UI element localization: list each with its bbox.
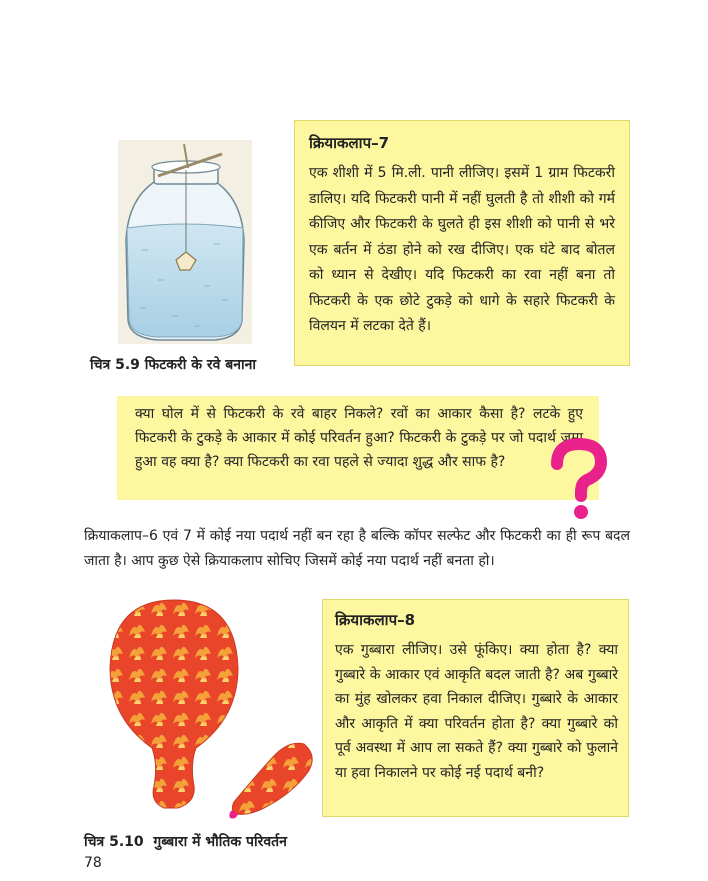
activity-7-title: क्रियाकलाप–7 <box>309 134 390 152</box>
page-number: 78 <box>84 855 102 871</box>
figure-caption-5-10: चित्र 5.10 गुब्बारा में भौतिक परिवर्तन <box>84 834 287 850</box>
question-box <box>117 396 599 500</box>
activity-7-body: एक शीशी में 5 मि.ली. पानी लीजिए। इसमें 1 ग्राम फिटकरी डालिए। यदि फिटकरी पानी में नहीं घुलती है तो शीशी को गर्म कीजिए और फिटकरी के घुलते ही इस शीशी को पानी से भरे एक बर्तन में ठंडा होने को रख दीजिए। एक घंटे बाद बोतल को ध्यान से देखीए। यदि फिटकरी का रवा नहीं बना तो फिटकरी के एक छोटे टुकड़े को धागे के सहारे फिटकरी के विलयन में लटका देते हैं। <box>309 165 615 334</box>
figure-caption-5-9: चित्र 5.9 फिटकरी के रवे बनाना <box>90 357 257 373</box>
balloon-illustration <box>104 596 324 826</box>
question-text: क्या घोल में से फिटकरी के रवे बाहर निकले? रवों का आकार कैसा है? लटके हुए फिटकरी के टुकड़े के आकार में कोई परिवर्तन हुआ? फिटकरी के टुकड़े पर जो पदार्थ जमा हुआ वह क्या है? क्या फिटकरी का रवा पहले से ज्यादा शुद्ध और साफ है? <box>135 406 583 470</box>
question-mark-icon <box>543 438 613 520</box>
activity-8-body: एक गुब्बारा लीजिए। उसे फूंकिए। क्या होता है? क्या गुब्बारे के आकार एवं आकृति बदल जाती है? अब गुब्बारे का मुंह खोलकर हवा निकाल दीजिए। गुब्बारे के आकार और आकृति में क्या परिवर्तन होता है? क्या गुब्बारे को पूर्व अवस्था में आप ला सकते हैं? क्या गुब्बारे को फुलाने या हवा निकालने पर कोई नई पदार्थ बनी? <box>335 642 618 781</box>
activity-8-box <box>322 599 629 817</box>
activity-7-box <box>294 120 630 366</box>
alum-jar-illustration <box>118 140 252 344</box>
explanation-paragraph: क्रियाकलाप–6 एवं 7 में कोई नया पदार्थ नहीं बन रहा है बल्कि कॉपर सल्फेट और फिटकरी का ही रूप बदल जाता है। आप कुछ ऐसे क्रियाकलाप सोचिए जिसमें कोई नया पदार्थ नहीं बनता हो। <box>84 528 630 569</box>
activity-8-title: क्रियाकलाप–8 <box>335 611 416 629</box>
